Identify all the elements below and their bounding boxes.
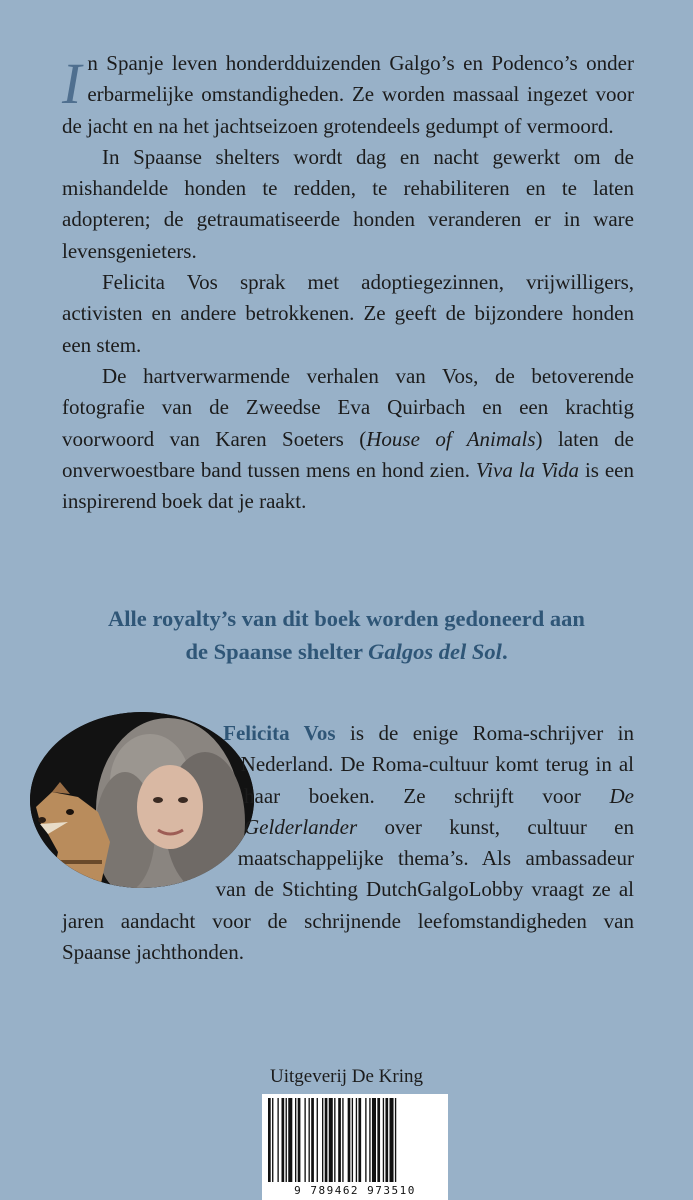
barcode-bar xyxy=(358,1098,361,1182)
isbn-barcode xyxy=(262,1094,448,1200)
barcode-bar xyxy=(390,1098,394,1182)
blurb-paragraph-2: In Spaanse shelters wordt dag en nacht gewerkt om de mishandelde honden te redden, te rehabiliteren en te laten adopteren; de getraumatiseerde honden veranderen er in ware levensgenieters. xyxy=(62,144,634,263)
royalty-line-2 xyxy=(40,635,653,668)
shelter-name: Galgos del Sol xyxy=(368,639,502,664)
barcode-bar xyxy=(311,1098,314,1182)
newspaper-name: De Gelderlander xyxy=(244,783,634,839)
barcode-bar xyxy=(325,1098,328,1182)
barcode-bar xyxy=(282,1098,285,1182)
barcode-bar xyxy=(329,1098,333,1182)
isbn-number: 9 789462 973510 xyxy=(262,1184,448,1197)
blurb-p4-b: ) laten de onverwoestbare band tussen mens en hond zien. xyxy=(62,426,635,482)
barcode-bar xyxy=(277,1098,278,1182)
blurb-paragraph-3: Felicita Vos sprak met adoptiegezinnen, vrijwilligers, activisten en andere betrokkenen. Ze geeft de bijzondere honden een stem. xyxy=(62,270,634,357)
barcode-bars xyxy=(262,1094,448,1186)
barcode-bar xyxy=(348,1098,351,1182)
barcode-bar xyxy=(342,1098,343,1182)
royalty-statement xyxy=(40,602,653,668)
barcode-bar xyxy=(365,1098,366,1182)
barcode-bar xyxy=(369,1098,370,1182)
barcode-bar xyxy=(338,1098,341,1182)
blurb-p1-text: n Spanje leven honderdduizenden Galgo’s en Podenco’s onder erbarmelijke omstandigheden. Ze worden massaal ingezet voor de jacht en na het jachtseizoen grotendeels gedumpt of vermoord. xyxy=(62,51,634,138)
barcode-bar xyxy=(288,1098,292,1182)
drop-cap: I xyxy=(62,51,82,116)
blurb xyxy=(62,48,634,517)
author-name: Felicita Vos xyxy=(223,721,336,745)
barcode-bar xyxy=(372,1098,376,1182)
blurb-p4-a: De hartverwarmende verhalen van Vos, de betoverende fotografie van de Zweedse Eva Quirbach en een krachtig voorwoord van Karen Soeters ( xyxy=(62,363,634,451)
barcode-bar xyxy=(309,1098,310,1182)
barcode-bar xyxy=(377,1098,380,1182)
royalty-line-2-b: . xyxy=(501,639,508,664)
barcode-bar xyxy=(272,1098,273,1182)
barcode-bar xyxy=(352,1098,353,1182)
royalty-line-1: Alle royalty’s van dit boek worden gedoneerd aan xyxy=(108,606,585,631)
barcode-bar xyxy=(385,1098,388,1182)
royalty-line-2-a: de Spaanse shelter xyxy=(185,639,369,664)
author-bio xyxy=(62,718,634,968)
blurb-p4-c: is een inspirerend boek dat je raakt. xyxy=(62,457,634,514)
barcode-bar xyxy=(304,1098,305,1182)
blurb-paragraph-4 xyxy=(62,361,634,517)
barcode-bar xyxy=(334,1098,335,1182)
barcode-bar xyxy=(298,1098,301,1182)
barcode-bar xyxy=(356,1098,357,1182)
barcode-bar xyxy=(286,1098,287,1182)
bio-text-a: is de enige Roma-schrijver in Nederland. De Roma-cultuur komt terug in al haar boeken. Ze schrijft voor xyxy=(240,721,635,808)
barcode-bar xyxy=(395,1098,396,1182)
barcode-bar xyxy=(268,1098,271,1182)
book-title-viva-la-vida: Viva la Vida xyxy=(475,457,580,482)
barcode-bar xyxy=(322,1098,323,1182)
barcode-bar xyxy=(383,1098,384,1182)
bio-text-b: over kunst, cultuur en maatschappelijke thema’s. Als ambassadeur van de Stichting DutchGalgoLobby vraagt ze al jaren aandacht voor de schrijnende leefomstandigheden van Spaanse jachthonden. xyxy=(62,814,634,965)
barcode-bar xyxy=(317,1098,318,1182)
book-title-house-of-animals: House of Animals xyxy=(366,426,536,451)
barcode-bar xyxy=(295,1098,296,1182)
publisher-name: Uitgeverij De Kring xyxy=(269,1066,423,1087)
blurb-paragraph-1 xyxy=(62,48,634,142)
